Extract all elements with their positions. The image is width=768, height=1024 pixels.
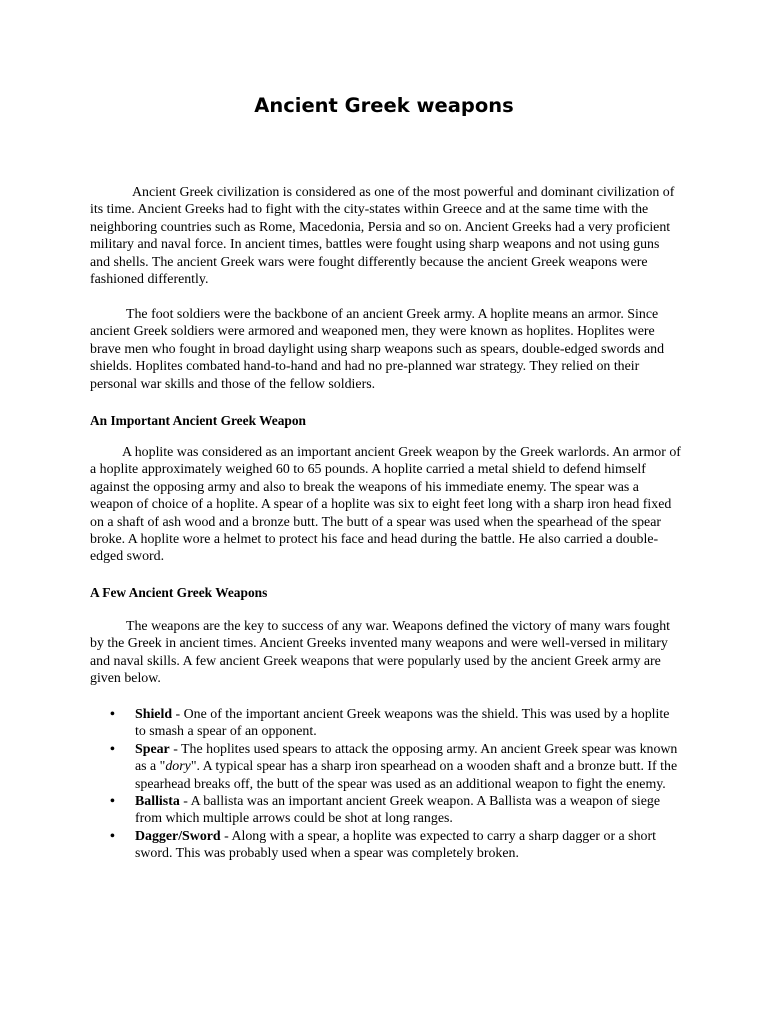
weapon-term-dagger-sword: Dagger/Sword	[135, 828, 221, 844]
weapons-list	[110, 706, 682, 863]
weapon-description-spear-start: - The hoplites used spears to attack the opposing army. An ancient Greek spear was known as a "	[135, 741, 678, 775]
list-item-ballista	[110, 793, 682, 828]
weapon-description-spear-end: ". A typical spear has a sharp iron spearhead on a wooden shaft and a bronze butt. If the spearhead breaks off, the butt of the spear was used as an additional weapon to fight the enemy.	[135, 759, 678, 792]
weapon-spear-italic-term: dory	[165, 759, 191, 775]
weapon-term-ballista: Ballista	[135, 794, 180, 810]
intro-paragraph: Ancient Greek civilization is considered as one of the most powerful and dominant civilization of its time. Ancient Greeks had to fight with the city-states within Greece and at the same time with the neighboring countries such as Rome, Macedonia, Persia and so on. Ancient Greeks had a very proficient military and naval force. In ancient times, battles were fought using sharp weapons and not using guns and shells. The ancient Greek wars were fought differently because the ancient Greek weapons were fashioned differently.	[90, 185, 675, 288]
bullet-icon: •	[110, 794, 115, 810]
list-item-dagger-sword	[110, 828, 682, 863]
hoplite-paragraph: The foot soldiers were the backbone of an ancient Greek army. A hoplite means an armor. Since ancient Greek soldiers were armored and weaponed men, they were known as hoplites. Hoplites were brave men who fought in broad daylight using sharp weapons such as spears, double-edged swords and shields. Hoplites combated hand-to-hand and had no pre-planned war strategy. They relied on their personal war skills and those of the fellow soldiers.	[90, 307, 665, 392]
bullet-icon: •	[110, 828, 115, 844]
list-item-spear	[110, 741, 682, 793]
bullet-icon: •	[110, 741, 115, 757]
weapon-description-ballista: - A ballista was an important ancient Greek weapon. A Ballista was a weapon of siege from which multiple arrows could be shot at long ranges.	[135, 794, 661, 827]
weapon-term-spear: Spear	[135, 741, 170, 757]
weapon-term-shield: Shield	[135, 707, 173, 722]
page-title: Ancient Greek weapons	[254, 94, 514, 117]
section-heading-important-weapon: An Important Ancient Greek Weapon	[90, 413, 307, 428]
weapon-description-shield: - One of the important ancient Greek weapons was the shield. This was used by a hoplite to smash a spear of an opponent.	[135, 707, 670, 740]
weapon-description-dagger-sword: - Along with a spear, a hoplite was expected to carry a sharp dagger or a short sword. This was probably used when a spear was completely broken.	[135, 828, 656, 862]
list-item-shield	[110, 706, 682, 741]
section-heading-few-weapons: A Few Ancient Greek Weapons	[90, 585, 268, 600]
few-weapons-paragraph: The weapons are the key to success of any war. Weapons defined the victory of many wars fought by the Greek in ancient times. Ancient Greeks invented many weapons and were well-versed in military and naval skills. A few ancient Greek weapons that were popularly used by the ancient Greek army are given below.	[90, 619, 671, 687]
bullet-icon: •	[110, 707, 115, 722]
important-weapon-paragraph: A hoplite was considered as an important ancient Greek weapon by the Greek warlords. An armor of a hoplite approximately weighed 60 to 65 pounds. A hoplite carried a metal shield to defend himself against the opposing army and also to break the weapons of his immediate enemy. The spear was a weapon of choice of a hoplite. A spear of a hoplite was six to eight feet long with a sharp iron head fixed on a shaft of ash wood and a bronze butt. The butt of a spear was used when the spearhead of the spear broke. A hoplite wore a helmet to protect his face and head during the battle. He also carried a double-edged sword.	[90, 445, 681, 565]
